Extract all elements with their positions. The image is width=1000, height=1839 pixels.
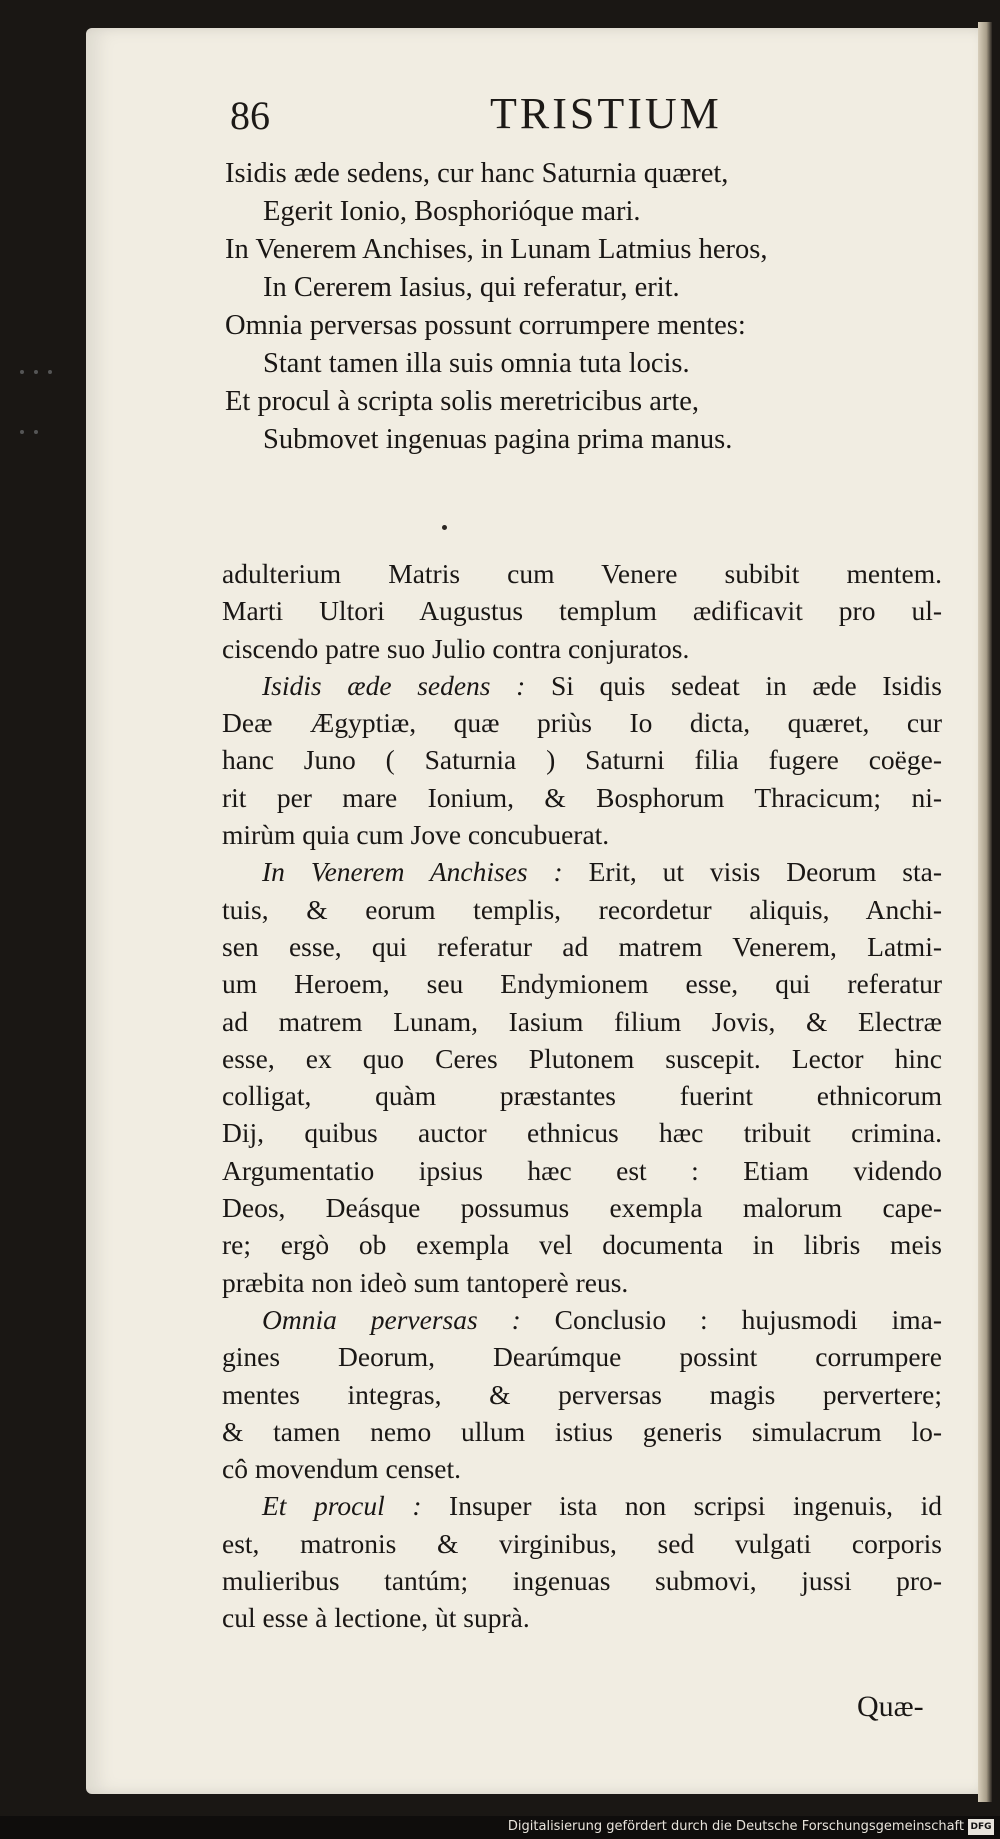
page-number: 86 [230, 93, 270, 138]
catchword: Quæ- [857, 1690, 924, 1723]
verse-line: Submovet ingenuas pagina prima manus. [263, 424, 733, 455]
commentary-line: Dij, quibus auctor ethnicus hæc tribuit crimina. [222, 1117, 942, 1149]
commentary-line: ad matrem Lunam, Iasium filium Jovis, & Electræ [222, 1005, 942, 1037]
commentary-line: Argumentatio ipsius hæc est : Etiam videndo [222, 1154, 942, 1186]
commentary-line: est, matronis & virginibus, sed vulgati corporis [222, 1527, 942, 1559]
commentary-line: adulterium Matris cum Venere subibit mentem. [222, 558, 942, 589]
commentary-line: mulieribus tantúm; ingenuas submovi, jussi pro- [222, 1565, 942, 1597]
commentary-text: Conclusio : hujusmodi ima- [520, 1303, 942, 1335]
lemma: Et procul : [262, 1490, 422, 1522]
commentary-line: mentes integras, & perversas magis pervertere; [222, 1378, 942, 1410]
commentary-block [222, 555, 942, 1637]
page-edge [978, 22, 992, 1802]
commentary-line: gines Deorum, Dearúmque possint corrumpere [222, 1341, 942, 1373]
commentary-line [222, 853, 942, 890]
page-header [230, 88, 930, 148]
commentary-line: Deos, Deásque possumus exempla malorum cape- [222, 1192, 942, 1224]
commentary-line [222, 1301, 942, 1338]
commentary-line: cô movendum censet. [222, 1453, 462, 1485]
verse-line: Stant tamen illa suis omnia tuta locis. [263, 348, 690, 379]
commentary-line: mirùm quia cum Jove concubuerat. [222, 819, 610, 851]
commentary-line: rit per mare Ionium, & Bosphorum Thracicum; ni- [222, 781, 942, 813]
separator-dot [442, 525, 447, 530]
digitization-footer [0, 1816, 1000, 1839]
commentary-text: Erit, ut visis Deorum sta- [562, 856, 942, 888]
commentary-line: re; ergò ob exempla vel documenta in libris meis [222, 1229, 942, 1261]
commentary-line: esse, ex quo Ceres Plutonem suscepit. Lector hinc [222, 1042, 942, 1074]
verse-line: In Venerem Anchises, in Lunam Latmius heros, [225, 234, 768, 265]
commentary-line: Deæ Ægyptiæ, quæ priùs Io dicta, quæret, cur [222, 707, 942, 739]
commentary-text: Si quis sedeat in æde Isidis [525, 669, 942, 701]
commentary-line: & tamen nemo ullum istius generis simulacrum lo- [222, 1415, 942, 1447]
commentary-line [222, 667, 942, 704]
verse-block [225, 155, 965, 459]
lemma: Isidis æde sedens : [262, 669, 526, 701]
commentary-line [222, 1487, 942, 1524]
lemma: In Venerem Anchises : [262, 856, 563, 888]
commentary-line: præbita non ideò sum tantoperè reus. [222, 1266, 629, 1298]
commentary-line: ciscendo patre suo Julio contra conjuratos. [222, 632, 690, 664]
commentary-line: um Heroem, seu Endymionem esse, qui referatur [222, 968, 942, 1000]
commentary-line: sen esse, qui referatur ad matrem Venerem, Latmi- [222, 930, 942, 962]
verse-line: In Cererem Iasius, qui referatur, erit. [263, 272, 680, 303]
commentary-line: tuis, & eorum templis, recordetur aliquis, Anchi- [222, 893, 942, 925]
commentary-line: colligat, quàm præstantes fuerint ethnicorum [222, 1080, 942, 1112]
margin-marks [20, 370, 60, 450]
verse-line: Omnia perversas possunt corrumpere mentes: [225, 310, 746, 341]
running-title: TRISTIUM [490, 89, 722, 138]
verse-line: Isidis æde sedens, cur hanc Saturnia quæret, [225, 158, 729, 189]
dfg-logo: DFG [968, 1819, 994, 1835]
commentary-line: cul esse à lectione, ùt suprà. [222, 1602, 530, 1634]
lemma: Omnia perversas : [262, 1303, 521, 1335]
commentary-text: Insuper ista non scripsi ingenuis, id [421, 1490, 943, 1522]
footer-credit: Digitalisierung gefördert durch die Deutsche Forschungsgemeinschaft [507, 1819, 964, 1834]
verse-line: Egerit Ionio, Bosphorióque mari. [263, 196, 641, 227]
commentary-line: hanc Juno ( Saturnia ) Saturni filia fugere coëge- [222, 744, 942, 776]
verse-line: Et procul à scripta solis meretricibus arte, [225, 386, 700, 417]
commentary-line: Marti Ultori Augustus templum ædificavit pro ul- [222, 595, 942, 627]
